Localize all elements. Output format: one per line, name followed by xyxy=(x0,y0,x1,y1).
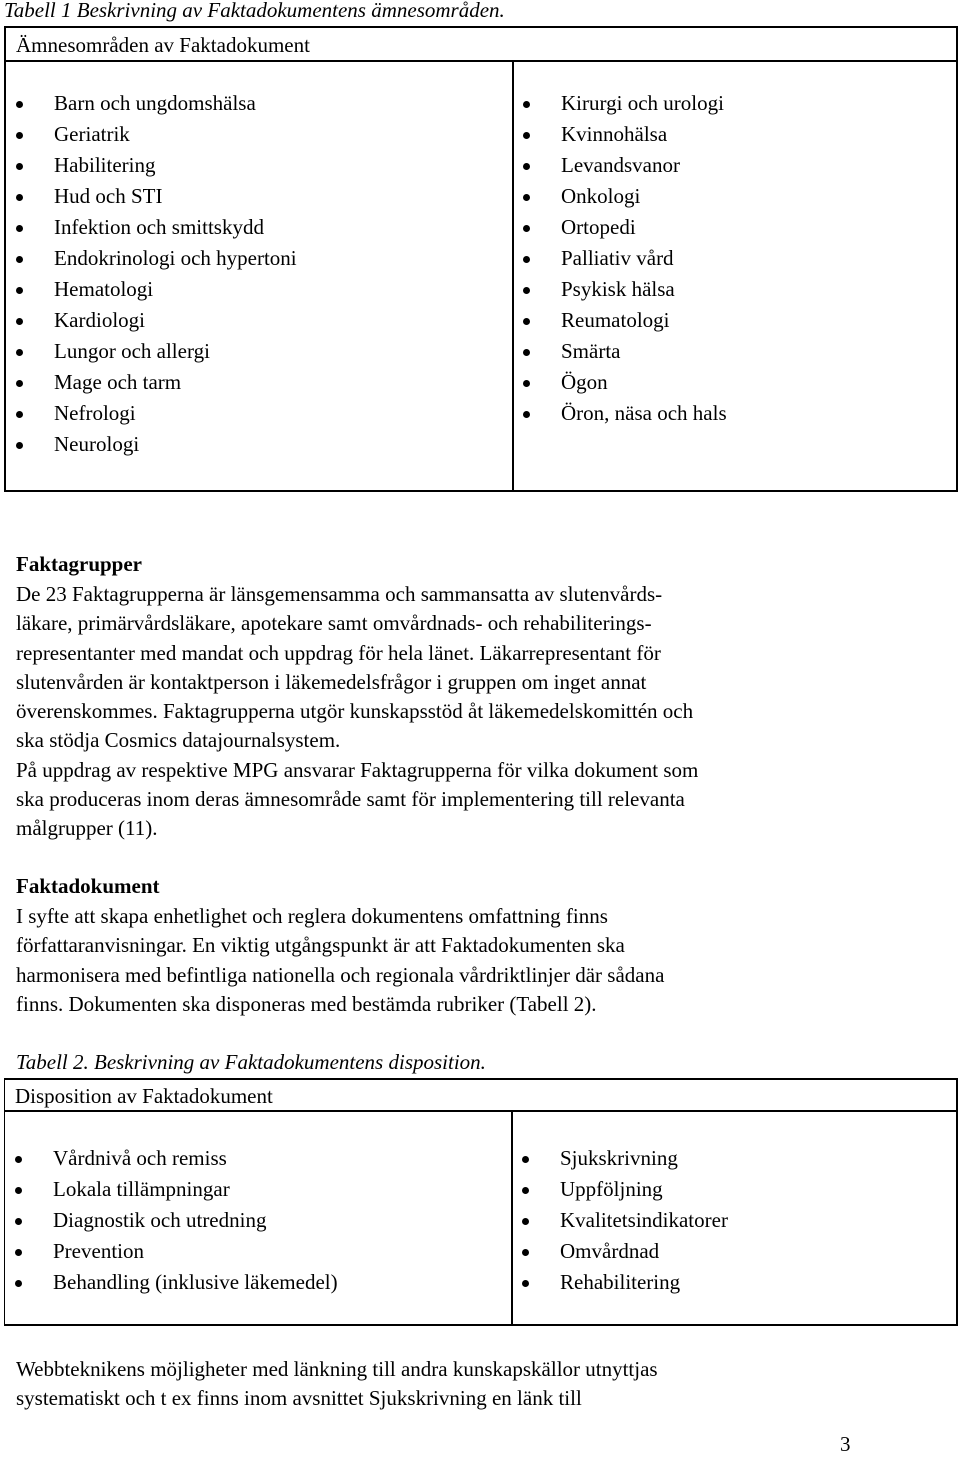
list-item: Vårdnivå och remiss xyxy=(15,1143,338,1174)
text-line: läkare, primärvårdsläkare, apotekare samt omvårdnads- och rehabiliterings- xyxy=(16,611,652,636)
list-item: Lokala tillämpningar xyxy=(15,1174,338,1205)
table1-header: Ämnesområden av Faktadokument xyxy=(6,28,956,62)
list-item: Neurologi xyxy=(16,429,297,460)
list-item: Smärta xyxy=(523,336,727,367)
table2-right-list xyxy=(522,1143,728,1298)
list-item: Omvårdnad xyxy=(522,1236,728,1267)
list-item: Ortopedi xyxy=(523,212,727,243)
list-item: Psykisk hälsa xyxy=(523,274,727,305)
text-line: författaranvisningar. En viktig utgångspunkt är att Faktadokumenten ska xyxy=(16,933,625,958)
table1-column-divider xyxy=(512,60,514,490)
list-item: Ögon xyxy=(523,367,727,398)
text-line: harmonisera med befintliga nationella och regionala vårdriktlinjer där sådana xyxy=(16,962,665,987)
table2-column-divider xyxy=(511,1110,513,1324)
list-item: Nefrologi xyxy=(16,398,297,429)
text-line: representanter med mandat och uppdrag för hela länet. Läkarrepresentant för xyxy=(16,640,661,665)
list-item: Diagnostik och utredning xyxy=(15,1205,338,1236)
list-item: Behandling (inklusive läkemedel) xyxy=(15,1267,338,1298)
text-line: ska produceras inom deras ämnesområde samt för implementering till relevanta xyxy=(16,787,685,812)
list-item: Mage och tarm xyxy=(16,367,297,398)
list-item: Hud och STI xyxy=(16,181,297,212)
text-line: På uppdrag av respektive MPG ansvarar Faktagrupperna för vilka dokument som xyxy=(16,757,699,782)
list-item: Sjukskrivning xyxy=(522,1143,728,1174)
faktadokument-paragraph xyxy=(16,902,896,1019)
table1-left-list xyxy=(16,88,297,460)
list-item: Kvinnohälsa xyxy=(523,119,727,150)
faktagrupper-paragraph xyxy=(16,580,896,844)
list-item: Uppföljning xyxy=(522,1174,728,1205)
list-item: Kirurgi och urologi xyxy=(523,88,727,119)
list-item: Levandsvanor xyxy=(523,150,727,181)
list-item: Kardiologi xyxy=(16,305,297,336)
table2-header: Disposition av Faktadokument xyxy=(5,1080,956,1112)
table1-caption: Tabell 1 Beskrivning av Faktadokumentens ämnesområden. xyxy=(4,0,505,22)
list-item: Reumatologi xyxy=(523,305,727,336)
table1-right-list xyxy=(523,88,727,429)
table2-caption: Tabell 2. Beskrivning av Faktadokumentens disposition. xyxy=(16,1050,486,1074)
faktadokument-heading: Faktadokument xyxy=(16,874,160,898)
list-item: Kvalitetsindikatorer xyxy=(522,1205,728,1236)
list-item: Rehabilitering xyxy=(522,1267,728,1298)
list-item: Onkologi xyxy=(523,181,727,212)
table1 xyxy=(4,26,958,492)
table2 xyxy=(4,1078,958,1326)
list-item: Hematologi xyxy=(16,274,297,305)
table2-left-list xyxy=(15,1143,338,1298)
text-line: ska stödja Cosmics datajournalsystem. xyxy=(16,728,341,753)
list-item: Barn och ungdomshälsa xyxy=(16,88,297,119)
list-item: Habilitering xyxy=(16,150,297,181)
page-number: 3 xyxy=(840,1432,851,1456)
text-line: överenskommes. Faktagrupperna utgör kunskapsstöd åt läkemedelskomittén och xyxy=(16,699,694,724)
faktagrupper-heading: Faktagrupper xyxy=(16,552,142,576)
text-line: systematiskt och t ex finns inom avsnittet Sjukskrivning en länk till xyxy=(16,1386,582,1411)
list-item: Infektion och smittskydd xyxy=(16,212,297,243)
list-item: Lungor och allergi xyxy=(16,336,297,367)
list-item: Geriatrik xyxy=(16,119,297,150)
text-line: finns. Dokumenten ska disponeras med bestämda rubriker (Tabell 2). xyxy=(16,991,597,1016)
list-item: Prevention xyxy=(15,1236,338,1267)
text-line: målgrupper (11). xyxy=(16,816,158,841)
text-line: slutenvården är kontaktperson i läkemedelsfrågor i gruppen om inget annat xyxy=(16,669,647,694)
text-line: I syfte att skapa enhetlighet och reglera dokumentens omfattning finns xyxy=(16,904,608,928)
list-item: Palliativ vård xyxy=(523,243,727,274)
list-item: Endokrinologi och hypertoni xyxy=(16,243,297,274)
closing-paragraph xyxy=(16,1355,896,1414)
text-line: Webbteknikens möjligheter med länkning till andra kunskapskällor utnyttjas xyxy=(16,1357,658,1381)
list-item: Öron, näsa och hals xyxy=(523,398,727,429)
text-line: De 23 Faktagrupperna är länsgemensamma och sammansatta av slutenvårds- xyxy=(16,582,663,606)
